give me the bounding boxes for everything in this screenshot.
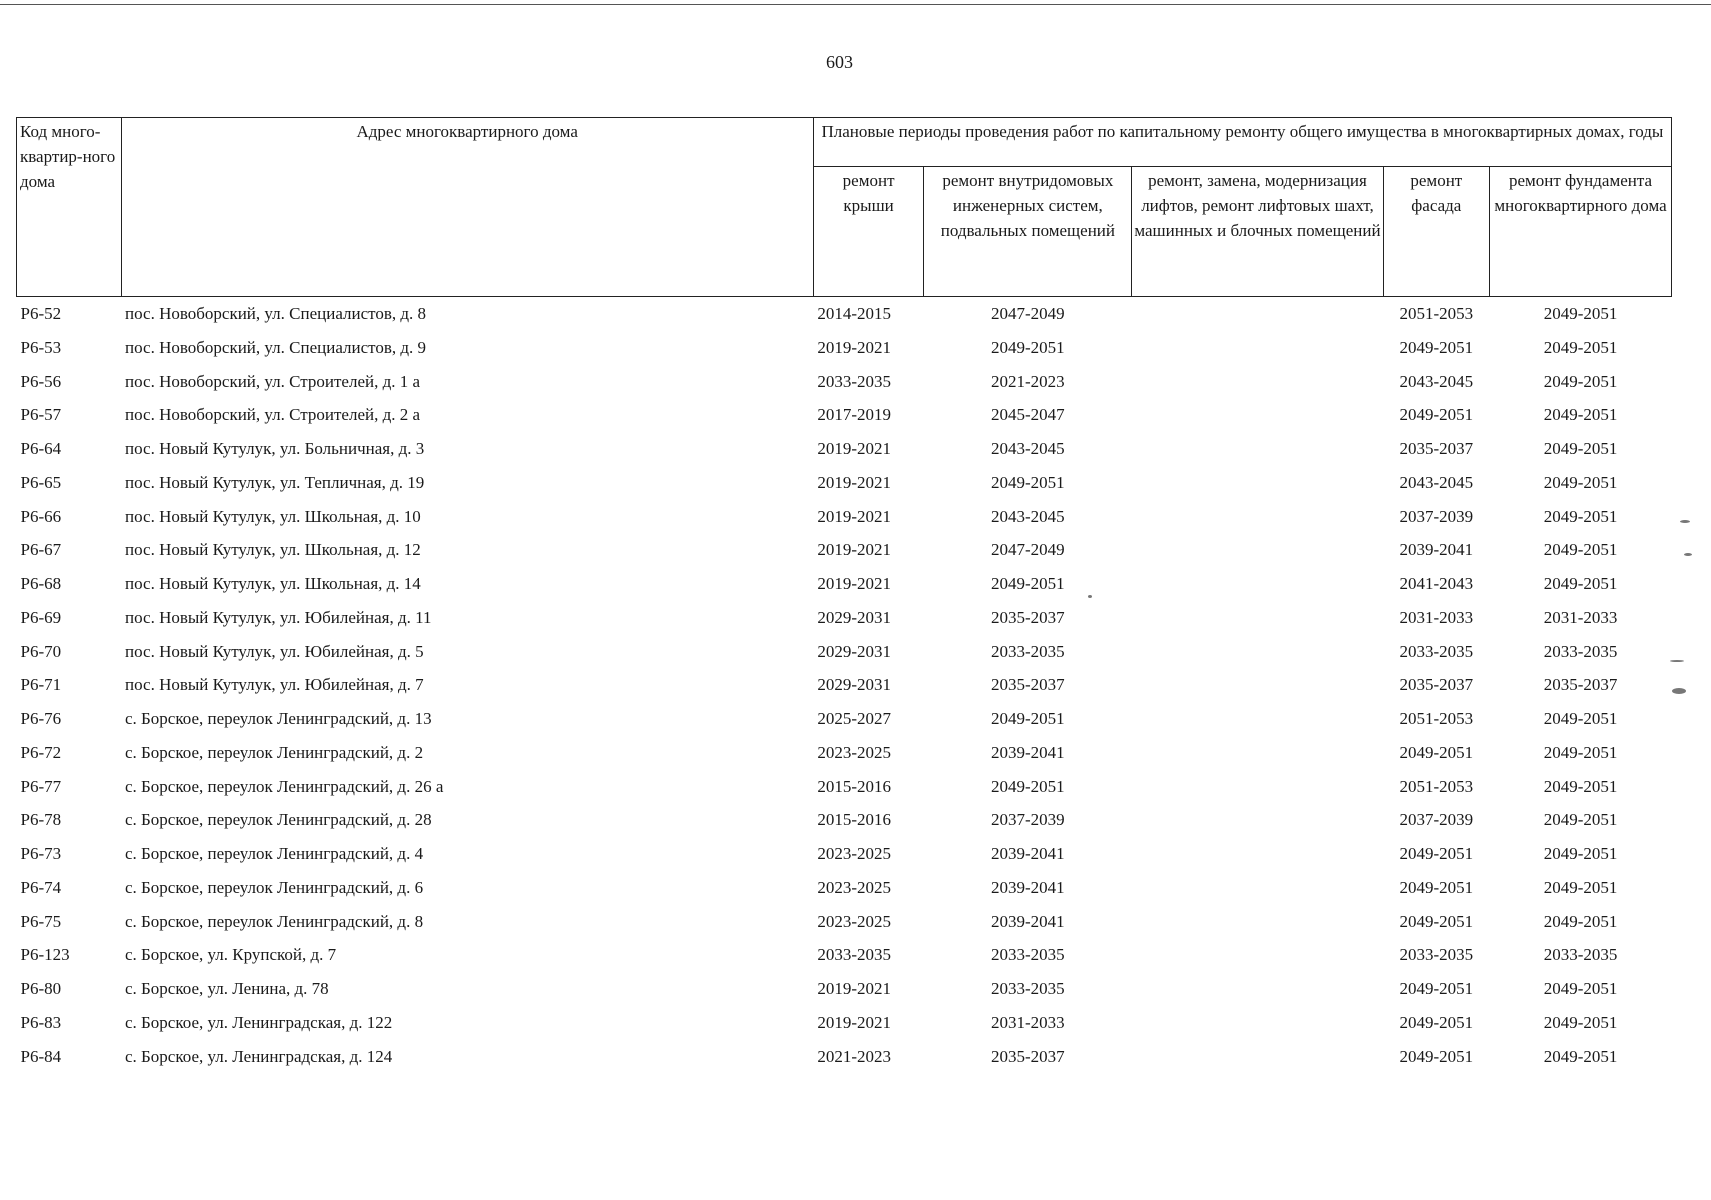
cell-systems: 2039-2041 [991,742,1065,762]
cell-code: Р6-65 [20,472,62,492]
table-row [17,365,1672,399]
cell-facade: 2049-2051 [1399,1046,1474,1066]
cell-systems: 2043-2045 [991,506,1065,526]
table-row [17,466,1672,500]
cell-systems: 2049-2051 [991,574,1065,593]
table-row [17,905,1672,939]
cell-code: Р6-123 [20,945,70,965]
cell-lifts [1132,297,1383,331]
cell-address: с. Борское, переулок Ленинградский, д. 2 [125,742,424,762]
cell-code: Р6-56 [20,371,62,391]
cell-facade: 2049-2051 [1399,742,1474,762]
table-row [17,398,1672,432]
cell-facade: 2043-2045 [1399,371,1474,391]
table-row [17,1006,1672,1040]
cell-code: Р6-72 [20,742,62,762]
cell-lifts [1132,803,1383,837]
cell-address: пос. Новый Кутулук, ул. Юбилейная, д. 5 [125,641,424,661]
header-facade: ремонт фасада [1383,167,1490,297]
cell-roof: 2033-2035 [817,371,891,391]
table-row [17,601,1672,635]
cell-lifts [1132,905,1383,939]
cell-foundation: 2049-2051 [1543,439,1618,458]
cell-systems: 2035-2037 [991,675,1065,695]
cell-address: пос. Новый Кутулук, ул. Школьная, д. 12 [125,540,421,560]
cell-code: Р6-53 [20,337,62,357]
cell-roof: 2019-2021 [817,439,891,458]
cell-code: Р6-78 [20,810,62,830]
cell-roof: 2029-2031 [817,607,891,627]
cell-address: пос. Новый Кутулук, ул. Юбилейная, д. 7 [125,675,424,695]
cell-roof: 2017-2019 [817,405,891,425]
cell-systems: 2021-2023 [991,371,1065,391]
cell-facade: 2033-2035 [1399,641,1474,661]
cell-code: Р6-83 [20,1012,62,1032]
table-row [17,432,1672,466]
cell-code: Р6-52 [20,304,62,323]
cell-address: с. Борское, переулок Ленинградский, д. 26 а [125,776,444,796]
cell-address: пос. Новый Кутулук, ул. Школьная, д. 14 [125,574,421,593]
table-row [17,871,1672,905]
table-row [17,803,1672,837]
header-code: Код много-квартир-ного дома [17,118,122,297]
cell-address: пос. Новоборский, ул. Специалистов, д. 9 [125,337,427,357]
cell-facade: 2035-2037 [1399,675,1474,695]
cell-systems: 2047-2049 [991,304,1065,323]
cell-code: Р6-74 [20,877,62,897]
cell-address: пос. Новый Кутулук, ул. Школьная, д. 10 [125,506,421,526]
cell-roof: 2029-2031 [817,675,891,695]
cell-code: Р6-71 [20,675,62,695]
header-lifts: ремонт, замена, модернизация лифтов, ремонт лифтовых шахт, машинных и блочных помещений [1132,167,1383,297]
cell-facade: 2049-2051 [1399,979,1474,998]
cell-systems: 2033-2035 [991,979,1065,998]
cell-code: Р6-57 [20,405,62,425]
cell-lifts [1132,770,1383,804]
scan-speck [1684,553,1692,556]
cell-facade: 2049-2051 [1399,844,1474,863]
cell-foundation: 2049-2051 [1543,472,1618,492]
cell-lifts [1132,1040,1383,1074]
cell-facade: 2051-2053 [1399,709,1474,728]
cell-code: Р6-66 [20,506,62,526]
cell-lifts [1132,601,1383,635]
cell-roof: 2029-2031 [817,641,891,661]
cell-code: Р6-76 [20,709,62,728]
cell-roof: 2019-2021 [817,1012,891,1032]
cell-foundation: 2049-2051 [1543,1046,1618,1066]
cell-facade: 2035-2037 [1399,439,1474,458]
cell-lifts [1132,432,1383,466]
cell-roof: 2019-2021 [817,979,891,998]
cell-lifts [1132,635,1383,669]
cell-systems: 2049-2051 [991,709,1065,728]
table-row [17,770,1672,804]
cell-lifts [1132,500,1383,534]
cell-facade: 2043-2045 [1399,472,1474,492]
scan-speck [1680,520,1690,523]
cell-foundation: 2049-2051 [1543,506,1618,526]
cell-foundation: 2049-2051 [1543,574,1618,593]
cell-lifts [1132,972,1383,1006]
table-row [17,668,1672,702]
table-row [17,533,1672,567]
cell-lifts [1132,837,1383,871]
table-row [17,635,1672,669]
cell-facade: 2049-2051 [1399,911,1474,931]
page-number: 603 [826,52,853,72]
cell-code: Р6-64 [20,439,62,458]
cell-address: пос. Новый Кутулук, ул. Тепличная, д. 19 [125,472,425,492]
header-address: Адрес многоквартирного дома [121,118,813,297]
cell-systems: 2049-2051 [991,776,1065,796]
cell-address: с. Борское, ул. Ленинградская, д. 124 [125,1046,393,1066]
cell-facade: 2031-2033 [1399,607,1474,627]
cell-address: с. Борское, переулок Ленинградский, д. 4 [125,844,424,863]
cell-code: Р6-75 [20,911,62,931]
scan-speck [1672,688,1686,694]
scan-speck [1670,660,1684,662]
cell-address: с. Борское, ул. Ленинградская, д. 122 [125,1012,393,1032]
cell-code: Р6-84 [20,1046,62,1066]
cell-systems: 2049-2051 [991,337,1065,357]
cell-roof: 2014-2015 [817,304,891,323]
cell-facade: 2041-2043 [1399,574,1474,593]
table-row [17,702,1672,736]
cell-roof: 2023-2025 [817,742,891,762]
cell-lifts [1132,365,1383,399]
cell-facade: 2033-2035 [1399,945,1474,965]
header-row-1 [17,118,1672,167]
cell-code: Р6-67 [20,540,62,560]
cell-systems: 2037-2039 [991,810,1065,830]
cell-lifts [1132,736,1383,770]
header-planned-periods: Плановые периоды проведения работ по капитальному ремонту общего имущества в многоквартирных домах, годы [813,118,1671,167]
cell-address: пос. Новоборский, ул. Строителей, д. 1 а [125,371,421,391]
cell-foundation: 2033-2035 [1543,945,1618,965]
cell-facade: 2049-2051 [1399,877,1474,897]
cell-systems: 2039-2041 [991,877,1065,897]
cell-foundation: 2033-2035 [1543,641,1618,661]
cell-roof: 2019-2021 [817,540,891,560]
cell-facade: 2037-2039 [1399,810,1474,830]
cell-address: с. Борское, переулок Ленинградский, д. 6 [125,877,424,897]
cell-lifts [1132,702,1383,736]
table-row [17,297,1672,331]
cell-roof: 2015-2016 [817,810,891,830]
top-border-line [0,4,1711,5]
cell-foundation: 2049-2051 [1543,1012,1618,1032]
cell-facade: 2049-2051 [1399,405,1474,425]
header-systems: ремонт внутридомовых инженерных систем, подвальных помещений [924,167,1132,297]
cell-foundation: 2049-2051 [1543,540,1618,560]
cell-address: пос. Новоборский, ул. Строителей, д. 2 а [125,405,421,425]
cell-foundation: 2049-2051 [1543,911,1618,931]
cell-facade: 2039-2041 [1399,540,1474,560]
cell-lifts [1132,466,1383,500]
cell-foundation: 2049-2051 [1543,405,1618,425]
cell-foundation: 2049-2051 [1543,979,1618,998]
table-row [17,837,1672,871]
table-row [17,736,1672,770]
cell-lifts [1132,1006,1383,1040]
cell-roof: 2023-2025 [817,844,891,863]
cell-roof: 2021-2023 [817,1046,891,1066]
cell-foundation: 2049-2051 [1543,844,1618,863]
cell-lifts [1132,331,1383,365]
cell-foundation: 2049-2051 [1543,304,1618,323]
scan-speck [1088,595,1092,598]
cell-facade: 2051-2053 [1399,776,1474,796]
cell-address: с. Борское, ул. Крупской, д. 7 [125,945,337,965]
table-row [17,972,1672,1006]
cell-roof: 2019-2021 [817,472,891,492]
cell-systems: 2035-2037 [991,607,1065,627]
cell-roof: 2019-2021 [817,337,891,357]
cell-roof: 2023-2025 [817,877,891,897]
cell-systems: 2033-2035 [991,945,1065,965]
cell-foundation: 2049-2051 [1543,371,1618,391]
cell-systems: 2033-2035 [991,641,1065,661]
cell-systems: 2045-2047 [991,405,1065,425]
cell-foundation: 2049-2051 [1543,776,1618,796]
cell-systems: 2049-2051 [991,472,1065,492]
cell-roof: 2025-2027 [817,709,891,728]
cell-systems: 2047-2049 [991,540,1065,560]
cell-foundation: 2049-2051 [1543,810,1618,830]
cell-code: Р6-73 [20,844,62,863]
cell-code: Р6-80 [20,979,62,998]
cell-foundation: 2049-2051 [1543,709,1618,728]
capital-repair-schedule-table [16,117,1672,1073]
cell-lifts [1132,567,1383,601]
table-row [17,938,1672,972]
table-row [17,567,1672,601]
cell-facade: 2049-2051 [1399,1012,1474,1032]
cell-lifts [1132,398,1383,432]
cell-code: Р6-77 [20,776,62,796]
cell-systems: 2039-2041 [991,844,1065,863]
cell-lifts [1132,938,1383,972]
cell-address: с. Борское, переулок Ленинградский, д. 8 [125,911,424,931]
cell-address: пос. Новый Кутулук, ул. Юбилейная, д. 11 [125,607,432,627]
cell-address: с. Борское, переулок Ленинградский, д. 28 [125,810,432,830]
cell-code: Р6-70 [20,641,62,661]
cell-facade: 2049-2051 [1399,337,1474,357]
cell-foundation: 2049-2051 [1543,742,1618,762]
cell-address: пос. Новый Кутулук, ул. Больничная, д. 3 [125,439,425,458]
cell-systems: 2043-2045 [991,439,1065,458]
cell-roof: 2015-2016 [817,776,891,796]
cell-foundation: 2035-2037 [1543,675,1618,695]
cell-foundation: 2049-2051 [1543,337,1618,357]
cell-roof: 2033-2035 [817,945,891,965]
cell-address: с. Борское, ул. Ленина, д. 78 [125,979,329,998]
cell-facade: 2051-2053 [1399,304,1474,323]
cell-systems: 2039-2041 [991,911,1065,931]
cell-roof: 2023-2025 [817,911,891,931]
cell-systems: 2035-2037 [991,1046,1065,1066]
cell-lifts [1132,668,1383,702]
table-body [17,297,1672,1074]
table-row [17,500,1672,534]
cell-foundation: 2049-2051 [1543,877,1618,897]
cell-systems: 2031-2033 [991,1012,1065,1032]
cell-address: пос. Новоборский, ул. Специалистов, д. 8 [125,304,427,323]
header-roof: ремонт крыши [813,167,924,297]
header-foundation: ремонт фундамента многоквартирного дома [1490,167,1672,297]
table-row [17,1040,1672,1074]
cell-lifts [1132,533,1383,567]
cell-address: с. Борское, переулок Ленинградский, д. 13 [125,709,432,728]
cell-code: Р6-69 [20,607,62,627]
cell-code: Р6-68 [20,574,62,593]
cell-roof: 2019-2021 [817,506,891,526]
cell-lifts [1132,871,1383,905]
table-row [17,331,1672,365]
cell-foundation: 2031-2033 [1543,607,1618,627]
cell-facade: 2037-2039 [1399,506,1474,526]
cell-roof: 2019-2021 [817,574,891,593]
